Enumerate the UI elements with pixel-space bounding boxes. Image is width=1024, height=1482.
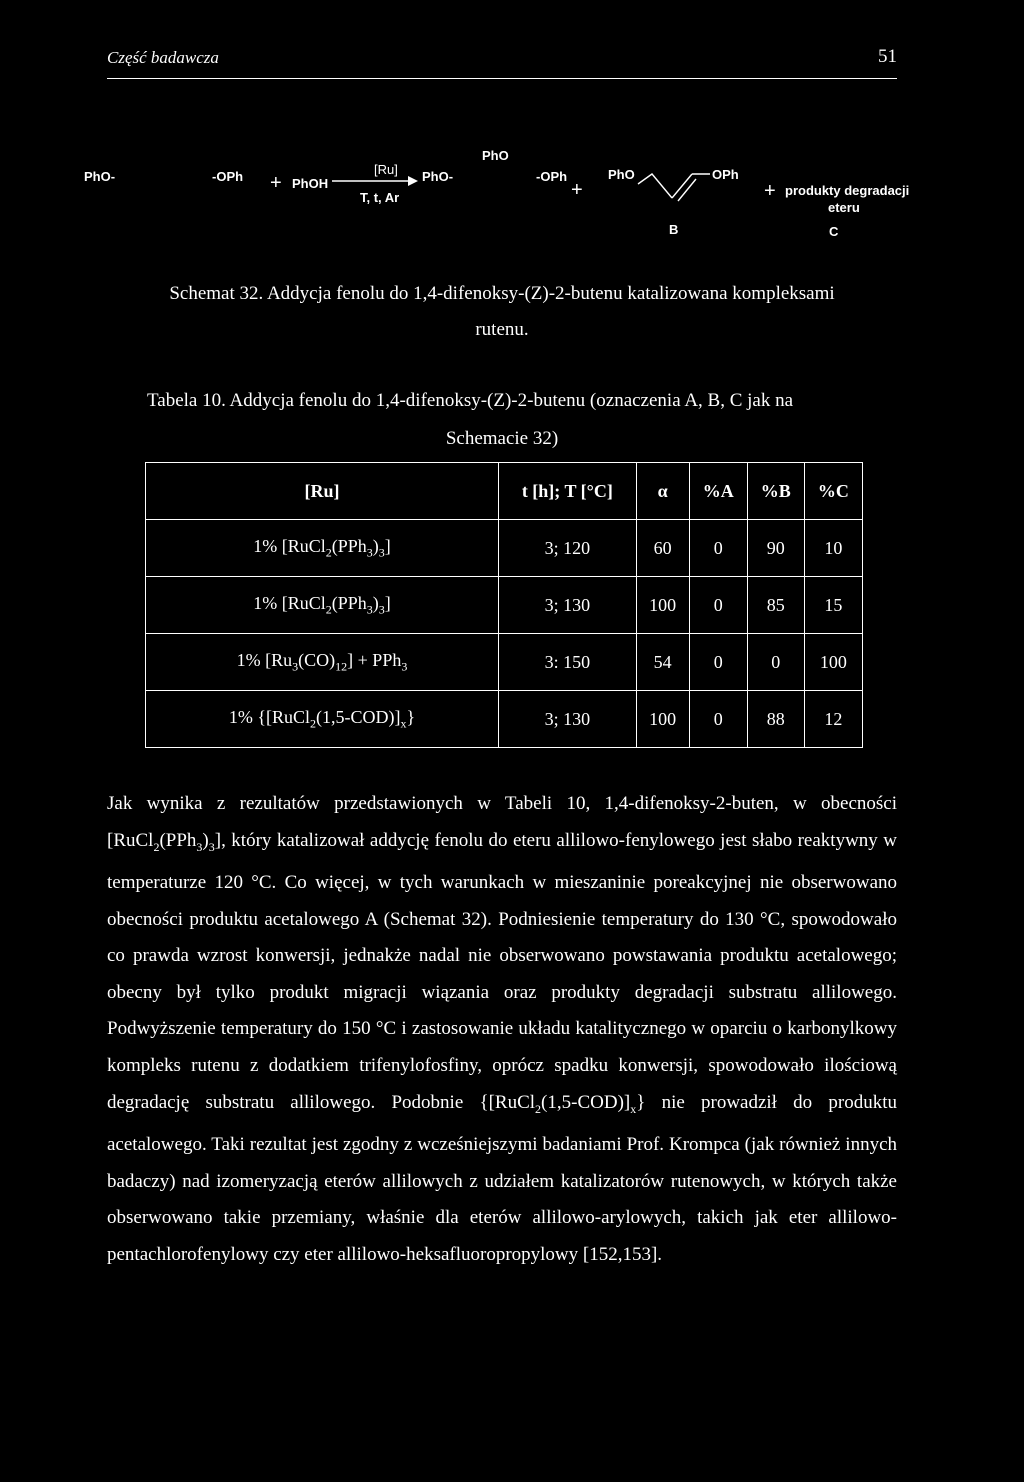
- scheme-pho-mid: PhO-: [422, 169, 454, 184]
- running-header: Część badawcza: [107, 48, 219, 67]
- table-caption-line-2: Schemacie 32): [445, 428, 559, 449]
- header-pct-b: %B: [747, 463, 804, 520]
- scheme-caption-line-2: rutenu.: [475, 319, 529, 340]
- cell-catalyst: 1% $[RuCl_2(PPh_3)_3]$: [146, 520, 499, 577]
- cell-pct-a: 0: [689, 634, 747, 691]
- header-time-temp: t [h]; T [°C]: [499, 463, 637, 520]
- scheme-conditions: T, t, Ar: [360, 190, 400, 205]
- table-row: [146, 634, 863, 691]
- scheme-ether: eteru: [828, 200, 860, 215]
- scheme-plus-2: +: [571, 179, 583, 201]
- header-rule: [107, 78, 897, 79]
- cell-pct-c: 15: [804, 577, 862, 634]
- scheme-degradation: produkty degradacji: [785, 183, 910, 198]
- scheme-phoh: PhOH: [292, 176, 329, 191]
- table-caption-line-1: Tabela 10. Addycja fenolu do 1,4-difenoksy-(Z)-2-butenu (oznaczenia A, B, C jak na: [147, 390, 794, 411]
- cell-alpha: 60: [636, 520, 689, 577]
- cell-time-temp: 3; 130: [499, 691, 637, 748]
- table-row: [146, 577, 863, 634]
- results-table: [145, 462, 863, 748]
- table-header-row: [146, 463, 863, 520]
- cell-time-temp: 3; 130: [499, 577, 637, 634]
- cell-alpha: 100: [636, 691, 689, 748]
- table-row: [146, 520, 863, 577]
- scheme-label-c: C: [829, 224, 839, 239]
- scheme-pho-right: PhO: [608, 167, 635, 182]
- cell-catalyst: 1% $[Ru_3(CO)_{12}] + PPh_3$: [146, 634, 499, 691]
- scheme-oph-right: OPh: [712, 167, 739, 182]
- header-ru: [Ru]: [146, 463, 499, 520]
- header-pct-c: %C: [804, 463, 862, 520]
- cell-pct-a: 0: [689, 520, 747, 577]
- scheme-oph-left: -OPh: [212, 169, 244, 184]
- cell-catalyst: 1% $\{[RuCl_2(1,5-COD)]_x\}$: [146, 691, 499, 748]
- scheme-pho-mid-top: PhO: [482, 148, 509, 163]
- cell-pct-a: 0: [689, 577, 747, 634]
- scheme-oph-mid: -OPh: [536, 169, 568, 184]
- scheme-plus-3: +: [764, 180, 776, 202]
- cell-time-temp: 3; 120: [499, 520, 637, 577]
- scheme-label-b: B: [669, 222, 679, 237]
- page-number: 51: [878, 46, 897, 67]
- cell-alpha: 54: [636, 634, 689, 691]
- scheme-pho-left: PhO-: [84, 169, 116, 184]
- cell-pct-c: 10: [804, 520, 862, 577]
- cell-pct-b: 88: [747, 691, 804, 748]
- scheme-caption-line-1: Schemat 32. Addycja fenolu do 1,4-difenoksy-(Z)-2-butenu katalizowana kompleksami: [169, 283, 835, 304]
- header-alpha: α: [636, 463, 689, 520]
- body-paragraph: Jak wynika z rezultatów przedstawionych w Tabeli 10, 1,4-difenoksy-2-buten, w obecności $[RuCl_2(PPh_3)_3]$, który katalizował addycję fenolu do eteru allilowo-fenylowego jest słabo reaktywny w temperaturze 120 °C. Co więcej, w tych warunkach w mieszaninie poreakcyjnej nie obserwowano obecności produktu acetalowego A (Schemat 32). Podniesienie temperatury do 130 °C, spowodowało co prawda wzrost konwersji, jednakże nadal nie obserwowano powstawania produktu acetalowego; obecny był tylko produkt migracji wiązania oraz produkty degradacji substratu allilowego. Podwyższenie temperatury do 150 °C i zastosowanie układu katalitycznego w oparciu o karbonylkowy kompleks rutenu z dodatkiem trifenylofosfiny, oprócz spadku konwersji, spowodowało ilościową degradację substratu allilowego. Podobnie $\{[RuCl_2(1,5-COD)]_x\}$ nie prowadził do produktu acetalowego. Taki rezultat jest zgodny z wcześniejszymi badaniami Prof. Krompca (jak również innych badaczy) nad izomeryzacją eterów allilowych z udziałem katalizatorów rutenowych, w których także obserwowano takie przemiany, właśnie dla eterów allilowo-arylowych, takich jak eter allilowo-pentachlorofenylowy czy eter allilowo-heksafluoropropylowy [152,153].: [107, 793, 897, 1265]
- cell-alpha: 100: [636, 577, 689, 634]
- cell-pct-b: 0: [747, 634, 804, 691]
- reaction-scheme: [84, 140, 944, 260]
- cell-time-temp: 3: 150: [499, 634, 637, 691]
- reaction-arrow: [332, 175, 418, 187]
- header-pct-a: %A: [689, 463, 747, 520]
- cell-pct-a: 0: [689, 691, 747, 748]
- cell-pct-c: 12: [804, 691, 862, 748]
- cell-catalyst: 1% $[RuCl_2(PPh_3)_3]$: [146, 577, 499, 634]
- scheme-plus-1: +: [270, 172, 282, 194]
- cell-pct-c: 100: [804, 634, 862, 691]
- scheme-catalyst: [Ru]: [374, 162, 398, 177]
- cell-pct-b: 90: [747, 520, 804, 577]
- cell-pct-b: 85: [747, 577, 804, 634]
- table-row: [146, 691, 863, 748]
